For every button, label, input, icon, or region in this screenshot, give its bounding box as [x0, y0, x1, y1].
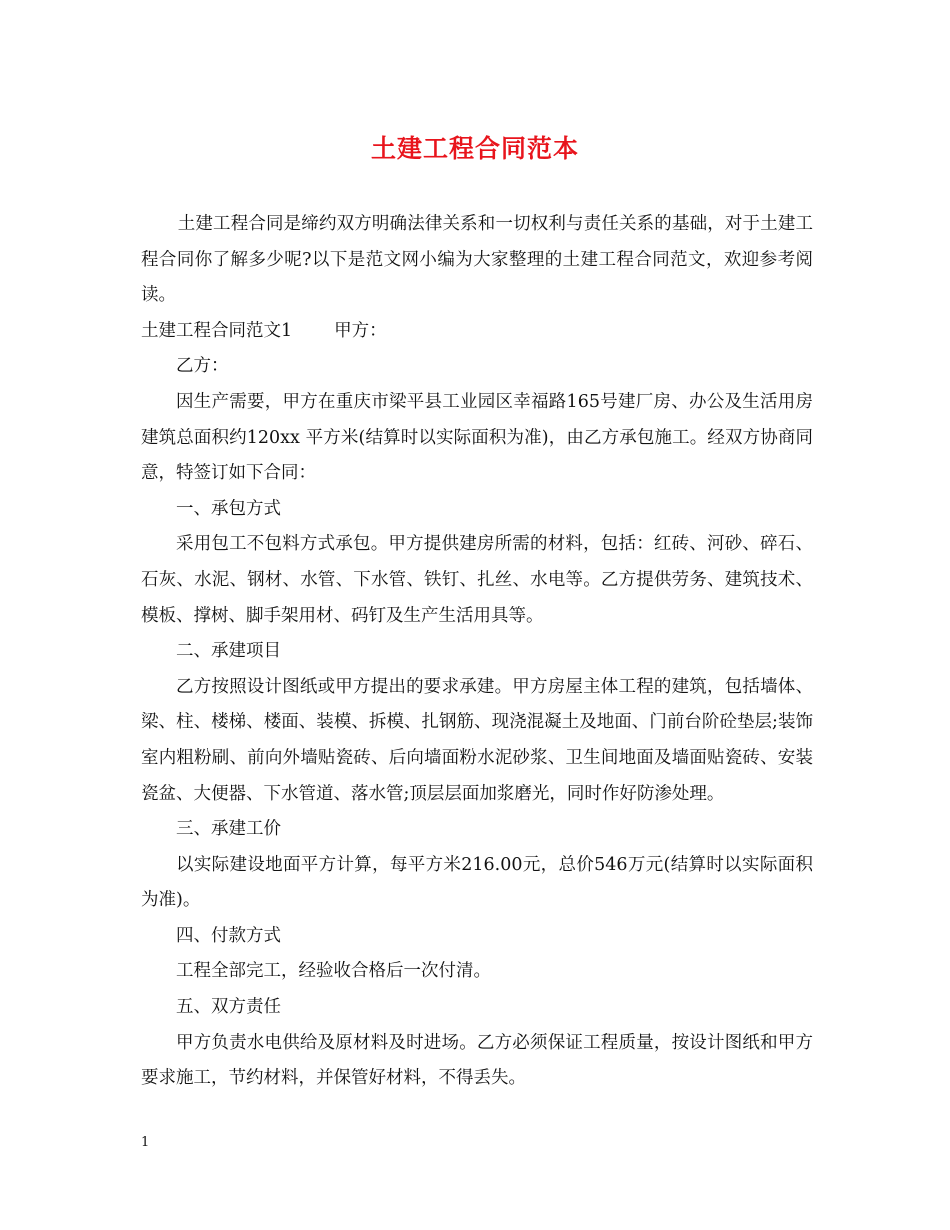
heading-payment-method: 四、付款方式	[176, 925, 281, 946]
paragraph-responsibilities: 甲方负责水电供给及原材料及时进场。乙方必须保证工程质量，按设计图纸和甲方要求施工，节约材料，并保管好材料，不得丢失。	[141, 1032, 813, 1089]
section-line-right: 甲方：	[334, 320, 387, 341]
preamble-paragraph: 因生产需要，甲方在重庆市梁平县工业园区幸福路165号建厂房、办公及生活用房建筑总面积约120xx 平方米(结算时以实际面积为准)，由乙方承包施工。经双方协商同意，特签订如下合同：	[141, 391, 813, 484]
paragraph-construction-price: 以实际建设地面平方计算，每平方米216.00元，总价546万元(结算时以实际面积为准)。	[141, 854, 813, 911]
page-number: 1	[141, 1135, 150, 1150]
heading-construction-price: 三、承建工价	[176, 819, 281, 840]
document-title: 土建工程合同范本	[370, 134, 579, 163]
heading-construction-items: 二、承建项目	[176, 641, 281, 662]
party-b-line: 乙方：	[176, 356, 229, 377]
paragraph-contract-method: 采用包工不包料方式承包。甲方提供建房所需的材料，包括：红砖、河砂、碎石、石灰、水泥、钢材、水管、下水管、铁钉、扎丝、水电等。乙方提供劳务、建筑技术、模板、撑树、脚手架用材、码钉及生产生活用具等。	[141, 534, 813, 626]
document-body	[141, 207, 813, 1097]
paragraph-payment-method: 工程全部完工，经验收合格后一次付清。	[176, 961, 491, 982]
intro-paragraph: 土建工程合同是缔约双方明确法律关系和一切权利与责任关系的基础，对于土建工程合同你了解多少呢?以下是范文网小编为大家整理的土建工程合同范文，欢迎参考阅读。	[141, 214, 813, 306]
section-line	[141, 314, 813, 350]
paragraph-construction-items: 乙方按照设计图纸或甲方提出的要求承建。甲方房屋主体工程的建筑，包括墙体、梁、柱、楼梯、楼面、装模、拆模、扎钢筋、现浇混凝土及地面、门前台阶砼垫层;装饰室内粗粉刷、前向外墙贴瓷砖、后向墙面粉水泥砂浆、卫生间地面及墙面贴瓷砖、安装瓷盆、大便器、下水管道、落水管;顶层层面加浆磨光，同时作好防渗处理。	[141, 676, 813, 804]
heading-responsibilities: 五、双方责任	[176, 997, 281, 1018]
section-line-left: 土建工程合同范文1	[141, 320, 293, 341]
heading-contract-method: 一、承包方式	[176, 498, 281, 519]
